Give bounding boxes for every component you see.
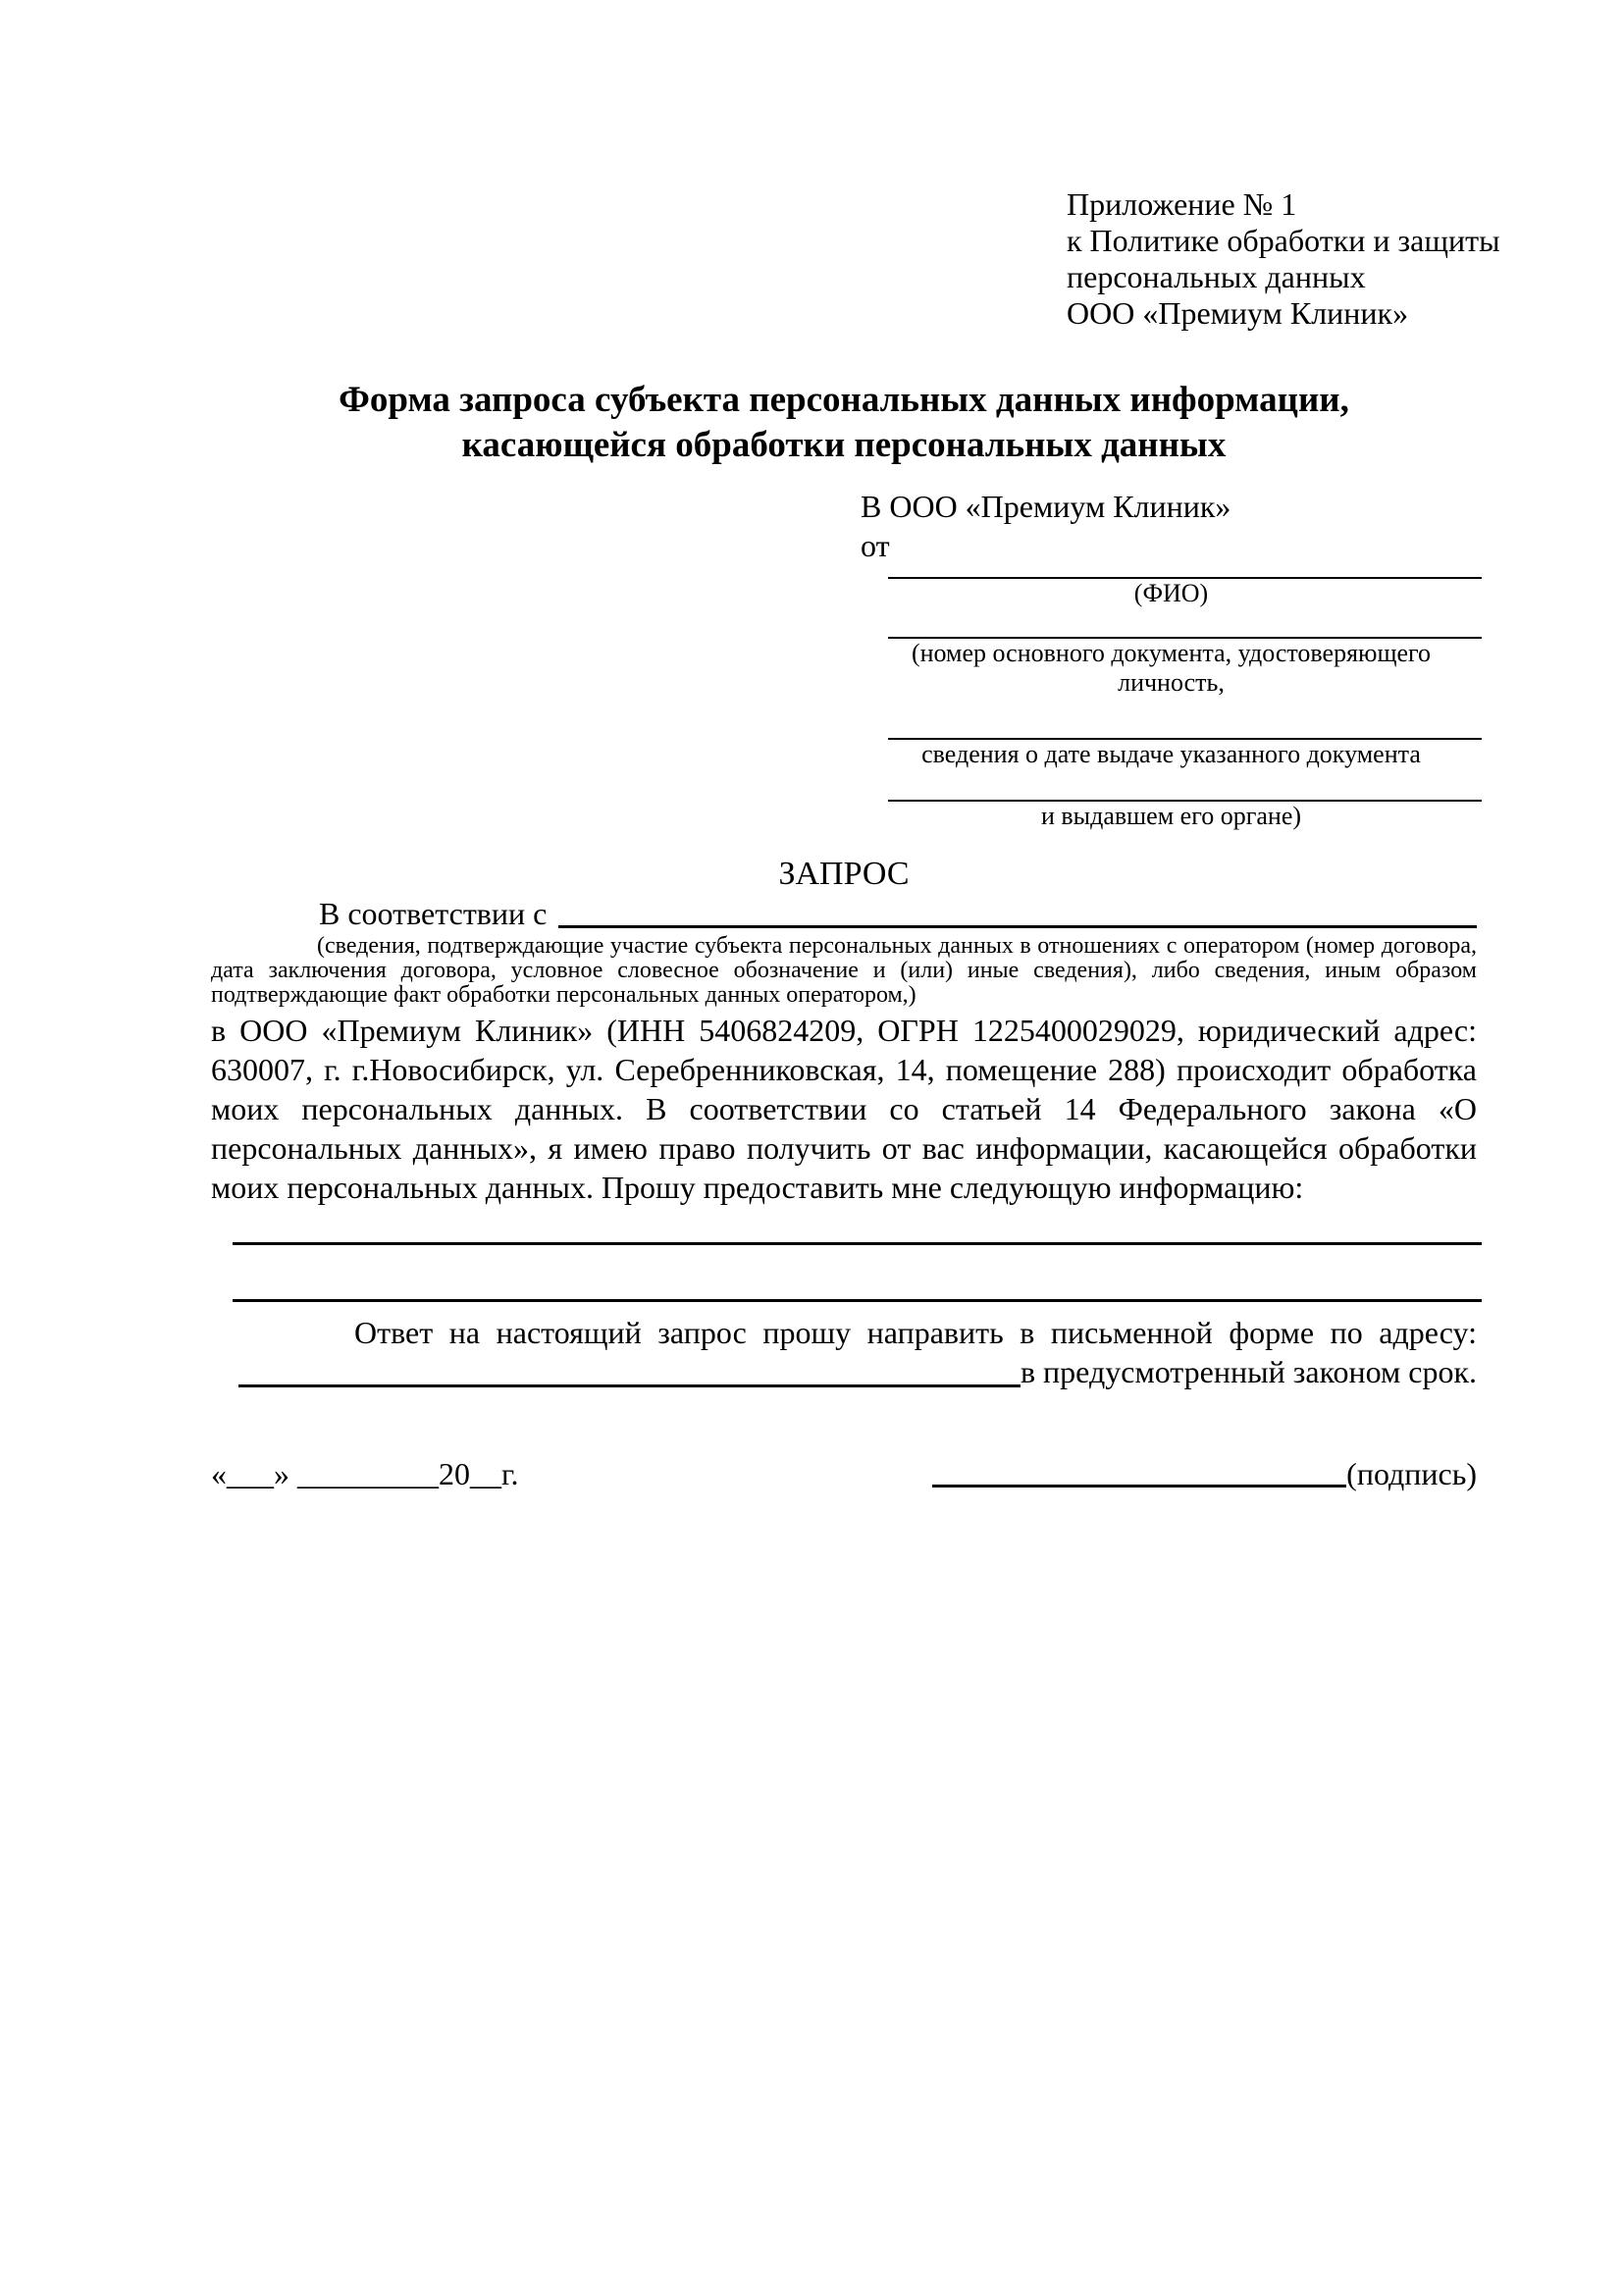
- signature-group: [932, 1454, 1477, 1493]
- appendix-line: ООО «Премиум Клиник»: [1067, 295, 1409, 331]
- reply-tail: в предусмотренный законом срок.: [1020, 1354, 1477, 1389]
- intro-row: [211, 895, 1477, 932]
- issuing-authority-blank-line: [888, 769, 1482, 802]
- info-blank-line-2: [233, 1299, 1482, 1302]
- addressee-to: В ООО «Премиум Клиник»: [861, 489, 1231, 524]
- document-number-field: [861, 608, 1482, 698]
- intro-label: В соответствии с: [319, 896, 548, 931]
- address-blank-line: [238, 1384, 1021, 1387]
- info-blank-line-1: [233, 1242, 1482, 1245]
- document-date-field: [861, 698, 1482, 769]
- document-date-blank-line: [888, 698, 1482, 740]
- footer-row: [211, 1454, 1477, 1493]
- addressee-block: [861, 487, 1482, 831]
- appendix-line: персональных данных: [1067, 259, 1366, 294]
- intro-caption: (сведения, подтверждающие участие субъекта персональных данных в отношениях с оператором (номер договора, дата заключения договора, условное словесное обозначение и (или) иные сведения), либо сведения, иным образом подтверждающие факт обработки персональных данных оператором,): [211, 933, 1477, 1008]
- reply-sentence: Ответ на настоящий запрос прошу направить в письменной форме по адресу:: [354, 1315, 1477, 1350]
- issuing-authority-caption: и выдавшем его органе): [1040, 802, 1302, 830]
- signature-caption: (подпись): [1346, 1456, 1477, 1491]
- document-title-line: касающейся обработки персональных данных: [461, 425, 1227, 465]
- fio-caption: (ФИО): [1133, 579, 1209, 607]
- appendix-line: Приложение № 1: [1067, 186, 1297, 222]
- reply-address-row: [211, 1352, 1477, 1391]
- date-placeholder: «___» _________20__г.: [211, 1456, 519, 1491]
- document-number-blank-line: [888, 608, 1482, 639]
- request-body: в ООО «Премиум Клиник» (ИНН 5406824209, ОГРН 1225400029029, юридический адрес: 630007, г. г.Новосибирск, ул. Серебренниковская, 14, помещение 288) происходит обработка моих персональных данных. В соответствии со статьей 14 Федерального закона «О персональных данных», я имею право получить от вас информации, касающейся обработки моих персональных данных. Прошу предоставить мне следующую информацию:: [211, 1013, 1477, 1205]
- request-heading: ЗАПРОС: [778, 856, 910, 892]
- document-title: [211, 378, 1477, 468]
- fio-blank-line: [888, 565, 1482, 579]
- signature-blank-line: [932, 1485, 1346, 1487]
- document-date-caption: сведения о дате выдаче указанного документа: [921, 740, 1421, 768]
- appendix-block: [1067, 186, 1500, 332]
- issuing-authority-field: [861, 769, 1482, 831]
- document-title-line: Форма запроса субъекта персональных данных информации,: [339, 380, 1349, 420]
- fio-field: [861, 565, 1482, 608]
- document-number-caption: (номер основного документа, удостоверяющего личность,: [911, 639, 1432, 697]
- appendix-line: к Политике обработки и защиты: [1067, 223, 1500, 258]
- addressee-from-label: от: [861, 528, 890, 563]
- intro-blank-line: [558, 925, 1477, 928]
